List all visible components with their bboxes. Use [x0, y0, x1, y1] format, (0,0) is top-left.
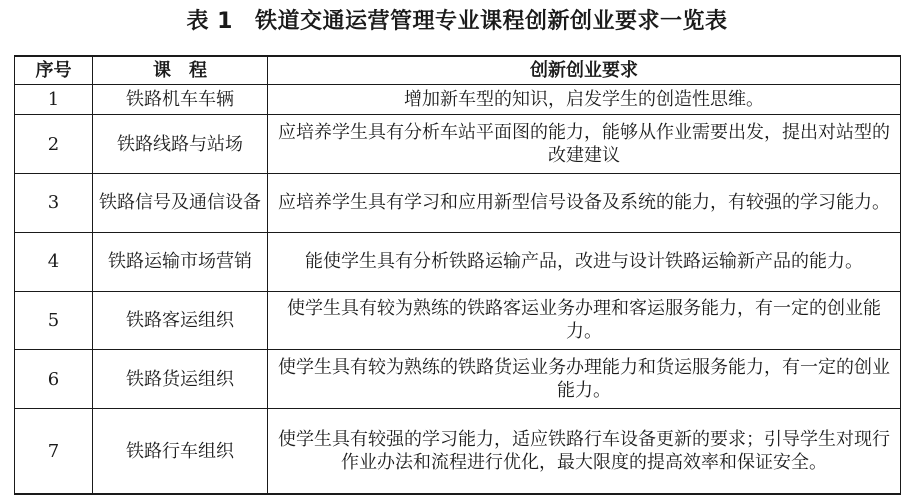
table-row — [15, 85, 901, 115]
row-requirement: 应培养学生具有分析车站平面图的能力，能够从作业需要出发，提出对站型的改建建议 — [268, 115, 901, 174]
row-requirement: 增加新车型的知识，启发学生的创造性思维。 — [268, 85, 901, 115]
table-title — [0, 7, 914, 37]
table-row — [15, 409, 901, 495]
row-course: 铁路货运组织 — [93, 350, 268, 409]
row-number: 1 — [15, 85, 93, 115]
course-requirements-table — [14, 55, 901, 495]
row-number: 3 — [15, 174, 93, 233]
row-number: 2 — [15, 115, 93, 174]
row-requirement: 应培养学生具有学习和应用新型信号设备及系统的能力，有较强的学习能力。 — [268, 174, 901, 233]
row-course: 铁路行车组织 — [93, 409, 268, 495]
header-no: 序号 — [15, 56, 93, 85]
table-row — [15, 350, 901, 409]
row-course: 铁路客运组织 — [93, 291, 268, 350]
table-row — [15, 115, 901, 174]
row-requirement: 使学生具有较强的学习能力，适应铁路行车设备更新的要求；引导学生对现行作业办法和流程进行优化，最大限度的提高效率和保证安全。 — [268, 409, 901, 495]
table-number: 表 1 — [186, 9, 233, 34]
row-requirement: 能使学生具有分析铁路运输产品，改进与设计铁路运输新产品的能力。 — [268, 232, 901, 291]
row-course: 铁路线路与站场 — [93, 115, 268, 174]
table-title-text: 铁道交通运营管理专业课程创新创业要求一览表 — [254, 9, 728, 34]
header-row — [15, 56, 901, 85]
row-course: 铁路运输市场营销 — [93, 232, 268, 291]
row-course: 铁路机车车辆 — [93, 85, 268, 115]
row-requirement: 使学生具有较为熟练的铁路货运业务办理能力和货运服务能力，有一定的创业能力。 — [268, 350, 901, 409]
header-course: 课 程 — [93, 56, 268, 85]
row-number: 5 — [15, 291, 93, 350]
table-row — [15, 291, 901, 350]
row-number: 4 — [15, 232, 93, 291]
table-row — [15, 174, 901, 233]
row-course: 铁路信号及通信设备 — [93, 174, 268, 233]
row-number: 7 — [15, 409, 93, 495]
table-row — [15, 232, 901, 291]
row-requirement: 使学生具有较为熟练的铁路客运业务办理和客运服务能力，有一定的创业能力。 — [268, 291, 901, 350]
header-requirement: 创新创业要求 — [268, 56, 901, 85]
row-number: 6 — [15, 350, 93, 409]
